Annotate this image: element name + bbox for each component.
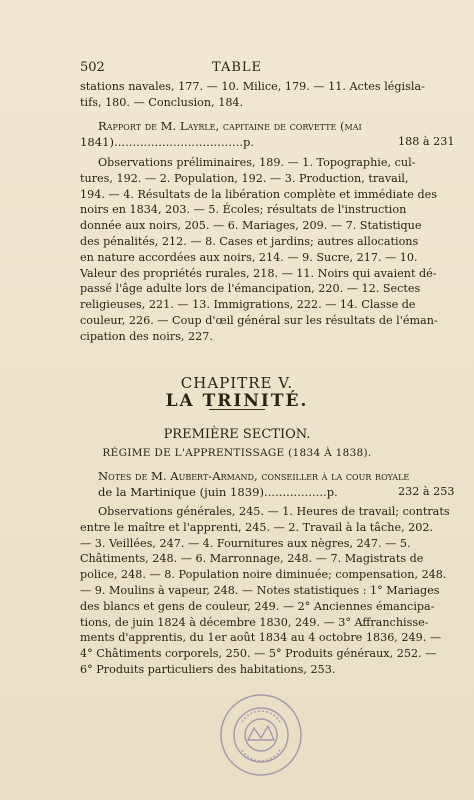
page-number: 502: [80, 60, 105, 75]
entry-layrle-pages: 188 à 231: [398, 135, 455, 148]
text-line: Observations générales, 245. — 1. Heures de travail; contrats: [98, 505, 450, 518]
text-line: stations navales, 177. — 10. Milice, 179. — 11. Actes législa-: [80, 80, 425, 93]
entry-aubert-title: [80, 469, 410, 501]
text-line: ments d'apprentis, du 1er août 1834 au 4 octobre 1836, 249. —: [80, 631, 442, 645]
entry-aubert-pages: 232 à 253: [398, 485, 455, 498]
text-line: Observations préliminaires, 189. — 1. Topographie, cul-: [98, 156, 416, 169]
text-line: religieuses, 221. — 13. Immigrations, 222. — 14. Classe de: [80, 298, 416, 312]
text-line: donnée aux noirs, 205. — 6. Mariages, 209. — 7. Statistique: [80, 219, 422, 233]
entry-title-line: de la Martinique (juin 1839).................p.: [98, 484, 338, 499]
entry-aubert-contents: [80, 504, 450, 678]
text-line: Châtiments, 248. — 6. Marronnage, 248. — 7. Magistrats de: [80, 552, 424, 566]
regime-heading: RÉGIME DE L'APPRENTISSAGE (1834 À 1838).: [102, 447, 372, 459]
text-line: 6° Produits particuliers des habitations, 253.: [80, 662, 336, 676]
entry-title-line: Rapport de M. Layrle, capitaine de corvette (mai: [98, 119, 362, 133]
section-heading: PREMIÈRE SECTION.: [163, 427, 311, 442]
intro-paragraph: [80, 79, 425, 111]
entry-title-line: 1841)...................................p.: [80, 134, 255, 149]
chapter-title: LA TRINITÉ.: [165, 391, 309, 411]
divider-rule: [209, 409, 265, 410]
text-line: cipation des noirs, 227.: [80, 329, 213, 343]
text-line: en nature accordées aux noirs, 214. — 9. Sucre, 217. — 10.: [80, 250, 418, 264]
text-line: noirs en 1834, 203. — 5. Écoles; résultats de l'instruction: [80, 203, 407, 217]
text-line: des blancs et gens de couleur, 249. — 2° Anciennes émancipa-: [80, 599, 435, 613]
text-line: des pénalités, 212. — 8. Cases et jardins; autres allocations: [80, 234, 419, 248]
library-stamp-icon: [218, 692, 304, 778]
text-line: entre le maître et l'apprenti, 245. — 2. Travail à la tâche, 202.: [80, 520, 434, 534]
text-line: tions, de juin 1824 à décembre 1830, 249. — 3° Affranchisse-: [80, 615, 429, 629]
entry-layrle-title: [80, 119, 398, 151]
text-line: tures, 192. — 2. Population, 192. — 3. Production, travail,: [80, 171, 409, 185]
text-line: tifs, 180. — Conclusion, 184.: [80, 95, 244, 109]
running-title: TABLE: [211, 60, 263, 75]
text-line: — 3. Veillées, 247. — 4. Fournitures aux nègres, 247. — 5.: [80, 536, 411, 550]
entry-layrle-contents: [80, 155, 438, 345]
entry-title-line: Notes de M. Aubert-Armand, conseiller à la cour royale: [98, 469, 410, 483]
text-line: couleur, 226. — Coup d'œil général sur les résultats de l'éman-: [80, 313, 438, 327]
text-line: 194. — 4. Résultats de la libération complète et immédiate des: [80, 187, 437, 201]
text-line: passé l'âge adulte lors de l'émancipation, 220. — 12. Sectes: [80, 282, 421, 296]
text-line: 4° Châtiments corporels, 250. — 5° Produits généraux, 252. —: [80, 647, 437, 661]
text-line: Valeur des propriétés rurales, 218. — 11. Noirs qui avaient dé-: [80, 266, 437, 280]
text-line: police, 248. — 8. Population noire diminuée; compensation, 248.: [80, 568, 447, 582]
text-line: — 9. Moulins à vapeur, 248. — Notes statistiques : 1° Mariages: [80, 583, 440, 597]
chapter-number: CHAPITRE V.: [180, 374, 294, 392]
